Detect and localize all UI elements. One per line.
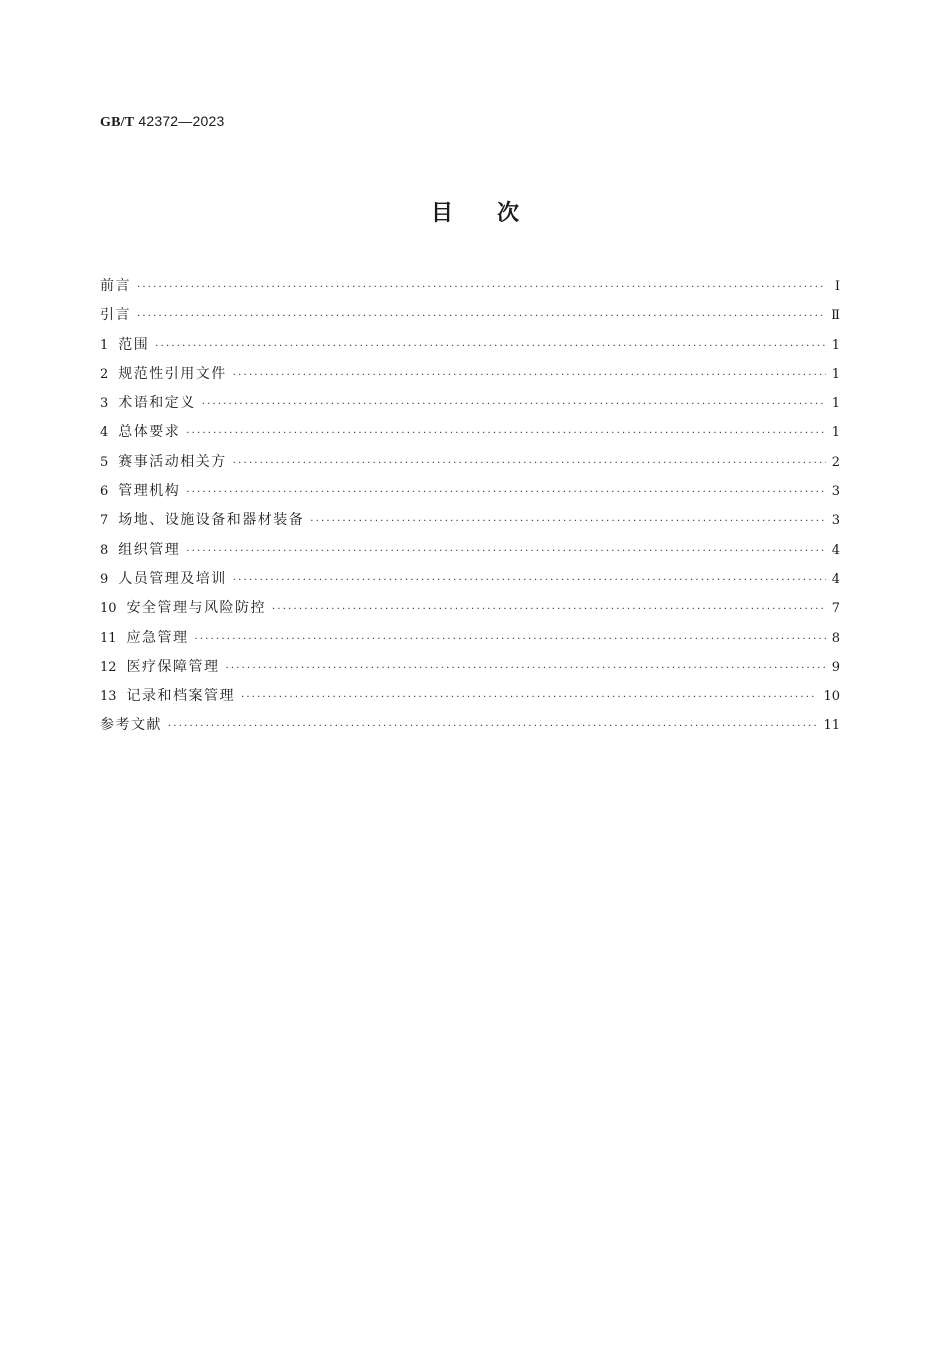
toc-leader-dots	[137, 302, 825, 331]
toc-title-char-1: 目	[430, 201, 453, 226]
toc-entry[interactable]	[100, 301, 840, 330]
toc-entry-page: Ⅰ	[834, 279, 840, 294]
toc-entry[interactable]	[100, 653, 840, 682]
toc-leader-dots	[186, 537, 825, 566]
toc-entry-label: 人员管理及培训	[118, 570, 227, 587]
toc-entry[interactable]	[100, 331, 840, 360]
toc-leader-dots	[226, 654, 826, 683]
toc-entry-page: 8	[831, 630, 840, 646]
toc-entry-label: 赛事活动相关方	[118, 453, 227, 470]
toc-leader-dots	[186, 419, 825, 448]
toc-entry-label: 医疗保障管理	[126, 658, 220, 675]
toc-entry[interactable]	[100, 594, 840, 623]
toc-entry-label: 安全管理与风险防控	[126, 600, 267, 617]
toc-entry[interactable]	[100, 477, 840, 506]
toc-entry-page: 11	[823, 718, 840, 734]
toc-entry-page: 1	[831, 337, 840, 353]
toc-entry-label: 管理机构	[118, 483, 181, 500]
toc-entry-number: 2	[100, 366, 109, 382]
toc-entry-page: 9	[831, 659, 840, 675]
toc-leader-dots	[195, 625, 826, 654]
toc-entry[interactable]	[100, 536, 840, 565]
toc-entry-number: 8	[100, 542, 109, 558]
toc-leader-dots	[186, 478, 825, 507]
toc-leader-dots	[310, 507, 825, 536]
toc-entry-label: 组织管理	[118, 541, 181, 558]
toc-entry-label: 术语和定义	[118, 395, 196, 412]
toc-entry-label: 范围	[118, 336, 150, 353]
toc-leader-dots	[233, 566, 826, 595]
standard-code-prefix: GB/T	[100, 115, 135, 130]
standard-code	[100, 113, 224, 131]
toc-entry[interactable]	[100, 360, 840, 389]
toc-entry-page: 3	[831, 484, 840, 500]
toc-entry-number: 1	[100, 337, 109, 353]
toc-leader-dots	[233, 361, 826, 390]
toc-title	[0, 196, 950, 227]
toc-entry[interactable]	[100, 565, 840, 594]
toc-leader-dots	[137, 273, 826, 302]
toc-entry-page: Ⅱ	[831, 308, 840, 324]
toc-entry-number: 4	[100, 425, 109, 441]
toc-entry-number: 11	[100, 630, 117, 646]
toc-entry-label: 总体要求	[118, 424, 181, 441]
toc-entry[interactable]	[100, 389, 840, 418]
toc-entry-label: 引言	[100, 307, 131, 324]
toc-leader-dots	[155, 332, 825, 361]
table-of-contents	[100, 272, 840, 741]
toc-entry-page: 1	[831, 425, 840, 441]
toc-entry-page: 1	[831, 396, 840, 412]
toc-entry-label: 记录和档案管理	[126, 688, 236, 705]
toc-entry-label: 应急管理	[126, 629, 189, 646]
toc-leader-dots	[241, 683, 817, 712]
standard-code-number: 42372—2023	[138, 113, 225, 129]
toc-entry[interactable]	[100, 624, 840, 653]
toc-entry[interactable]	[100, 448, 840, 477]
toc-entry-label: 场地、设施设备和器材装备	[118, 512, 305, 529]
toc-entry-page: 10	[823, 689, 840, 705]
toc-entry[interactable]	[100, 711, 840, 740]
toc-leader-dots	[272, 595, 826, 624]
toc-leader-dots	[233, 449, 826, 478]
toc-entry-number: 10	[100, 601, 117, 617]
toc-entry-page: 3	[831, 513, 840, 529]
toc-entry-number: 7	[100, 513, 109, 529]
toc-entry-page: 7	[831, 601, 840, 617]
toc-entry-label: 参考文献	[100, 717, 162, 734]
toc-entry-number: 3	[100, 396, 109, 412]
toc-title-char-2: 次	[497, 201, 520, 226]
toc-entry-page: 2	[831, 454, 840, 470]
toc-entry-number: 5	[100, 454, 109, 470]
toc-entry[interactable]	[100, 506, 840, 535]
toc-entry-page: 4	[831, 542, 840, 558]
toc-entry-page: 4	[831, 571, 840, 587]
toc-entry-number: 9	[100, 571, 109, 587]
toc-entry-number: 6	[100, 484, 109, 500]
toc-entry-number: 12	[100, 659, 117, 675]
toc-leader-dots	[168, 712, 817, 741]
toc-entry-page: 1	[831, 366, 840, 382]
toc-entry-label: 前言	[100, 278, 131, 294]
toc-entry[interactable]	[100, 272, 840, 301]
toc-entry[interactable]	[100, 682, 840, 711]
toc-entry[interactable]	[100, 418, 840, 447]
toc-entry-label: 规范性引用文件	[118, 365, 227, 382]
toc-leader-dots	[202, 390, 826, 419]
toc-entry-number: 13	[100, 689, 117, 705]
